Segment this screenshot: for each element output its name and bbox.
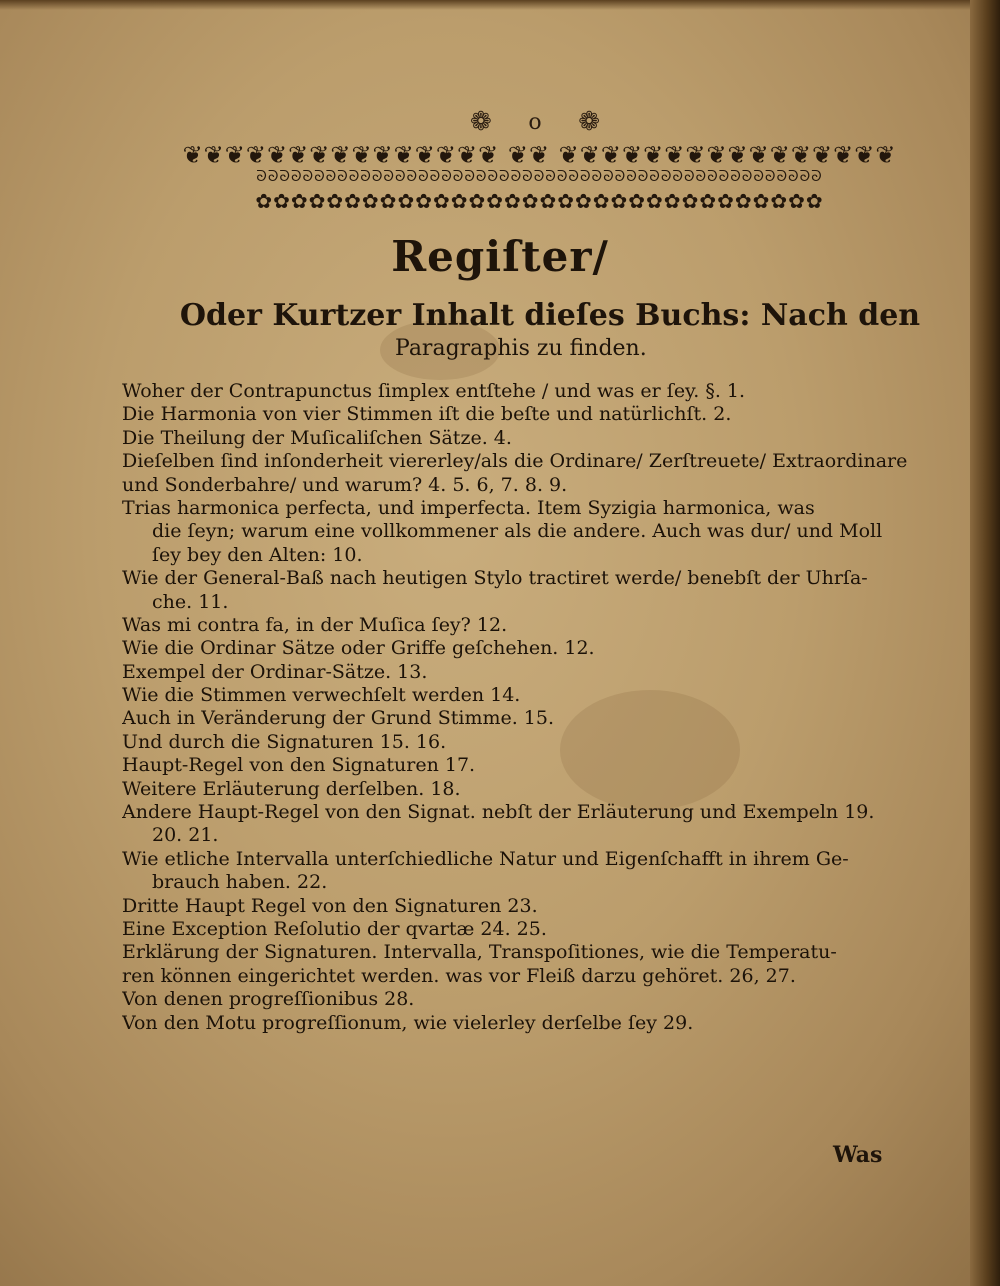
- register-line: Die Theilung der Muſicaliſchen Sätze. 4.: [122, 426, 512, 449]
- register-entries: [122, 380, 942, 1035]
- register-line: Wie die Ordinar Sätze oder Griffe geſchehen. 12.: [122, 637, 595, 660]
- top-ornament: [470, 105, 600, 139]
- register-line: 20. 21.: [152, 824, 219, 847]
- register-line: Dieſelben ſind inſonderheit viererley/als die Ordinare/ Zerſtreuete/ Extraordinare: [122, 450, 908, 473]
- page-top-shadow: [0, 0, 1000, 10]
- ornament-band-2: ᘐᘐᘐᘐᘐᘐᘐᘐᘐᘐᘐᘐᘐᘐᘐᘐᘐᘐᘐᘐᘐᘐᘐᘐᘐᘐᘐᘐᘐᘐᘐᘐᘐᘐᘐᘐᘐᘐᘐᘐᘐᘐᘐᘐᘐᘐᘐᘐᘐ: [256, 167, 823, 185]
- catchword: Was: [833, 1142, 883, 1168]
- register-line: Wie etliche Intervalla unterſchiedliche Natur und Eigenſchafft in ihrem Ge-: [122, 847, 849, 870]
- ornament-circle: o: [528, 109, 542, 135]
- register-line: Weitere Erläuterung derſelben. 18.: [122, 777, 461, 800]
- register-line: Wie die Stimmen verwechſelt werden 14.: [122, 684, 521, 707]
- flower-ornament-icon: ❁: [470, 107, 492, 137]
- page-subtitle: Oder Kurtzer Inhalt dieſes Buchs: Nach den: [179, 298, 921, 333]
- register-line: che. 11.: [152, 590, 229, 613]
- register-line: Exempel der Ordinar-Sätze. 13.: [122, 660, 428, 683]
- register-line: Eine Exception Reſolutio der qvartæ 24. 25.: [122, 917, 547, 940]
- register-line: brauch haben. 22.: [152, 871, 328, 894]
- register-line: Woher der Contrapunctus ſimplex entſtehe / und was er ſey. §. 1.: [122, 380, 746, 402]
- register-line: Von denen progreſſionibus 28.: [122, 988, 415, 1011]
- ornament-band-1: ❦❦❦❦❦❦❦❦❦❦❦❦❦❦❦ ❦❦ ❦❦❦❦❦❦❦❦❦❦❦❦❦❦❦❦: [182, 141, 897, 169]
- page-subtitle-2: Paragraphis zu finden.: [395, 336, 647, 361]
- register-line: Haupt-Regel von den Signaturen 17.: [122, 754, 476, 777]
- register-line: Erklärung der Signaturen. Intervalla, Transpoſitiones, wie die Temperatu-: [122, 941, 837, 964]
- register-line: Dritte Haupt Regel von den Signaturen 23.: [122, 894, 538, 917]
- register-line: ſey bey den Alten: 10.: [152, 543, 363, 566]
- register-line: und Sonderbahre/ und warum? 4. 5. 6, 7. 8. 9.: [122, 473, 568, 496]
- register-line: Was mi contra fa, in der Muſica ſey? 12.: [122, 613, 508, 636]
- ornament-band-3: ✿✿✿✿✿✿✿✿✿✿✿✿✿✿✿✿✿✿✿✿✿✿✿✿✿✿✿✿✿✿✿✿: [255, 189, 824, 213]
- register-line: Wie der General-Baß nach heutigen Stylo tractiret werde/ benebſt der Uhrſa-: [122, 567, 868, 590]
- page-title: Regiſter/: [391, 232, 609, 281]
- register-line: Die Harmonia von vier Stimmen iſt die beſte und natürlichſt. 2.: [122, 403, 732, 426]
- flower-ornament-icon: ❁: [578, 107, 600, 137]
- page-gutter: [970, 0, 1000, 1286]
- register-line: Trias harmonica perfecta, und imperfecta. Item Syzigia harmonica, was: [122, 496, 815, 519]
- register-line: Von den Motu progreſſionum, wie vielerley derſelbe ſey 29.: [122, 1011, 694, 1034]
- register-line: ren können eingerichtet werden. was vor Fleiß darzu gehöret. 26, 27.: [122, 964, 796, 987]
- register-line: Auch in Veränderung der Grund Stimme. 15.: [122, 707, 555, 730]
- register-line: die ſeyn; warum eine vollkommener als die andere. Auch was dur/ und Moll: [152, 520, 883, 543]
- register-line: Und durch die Signaturen 15. 16.: [122, 730, 447, 753]
- register-line: Andere Haupt-Regel von den Signat. nebſt der Erläuterung und Exempeln 19.: [122, 801, 875, 824]
